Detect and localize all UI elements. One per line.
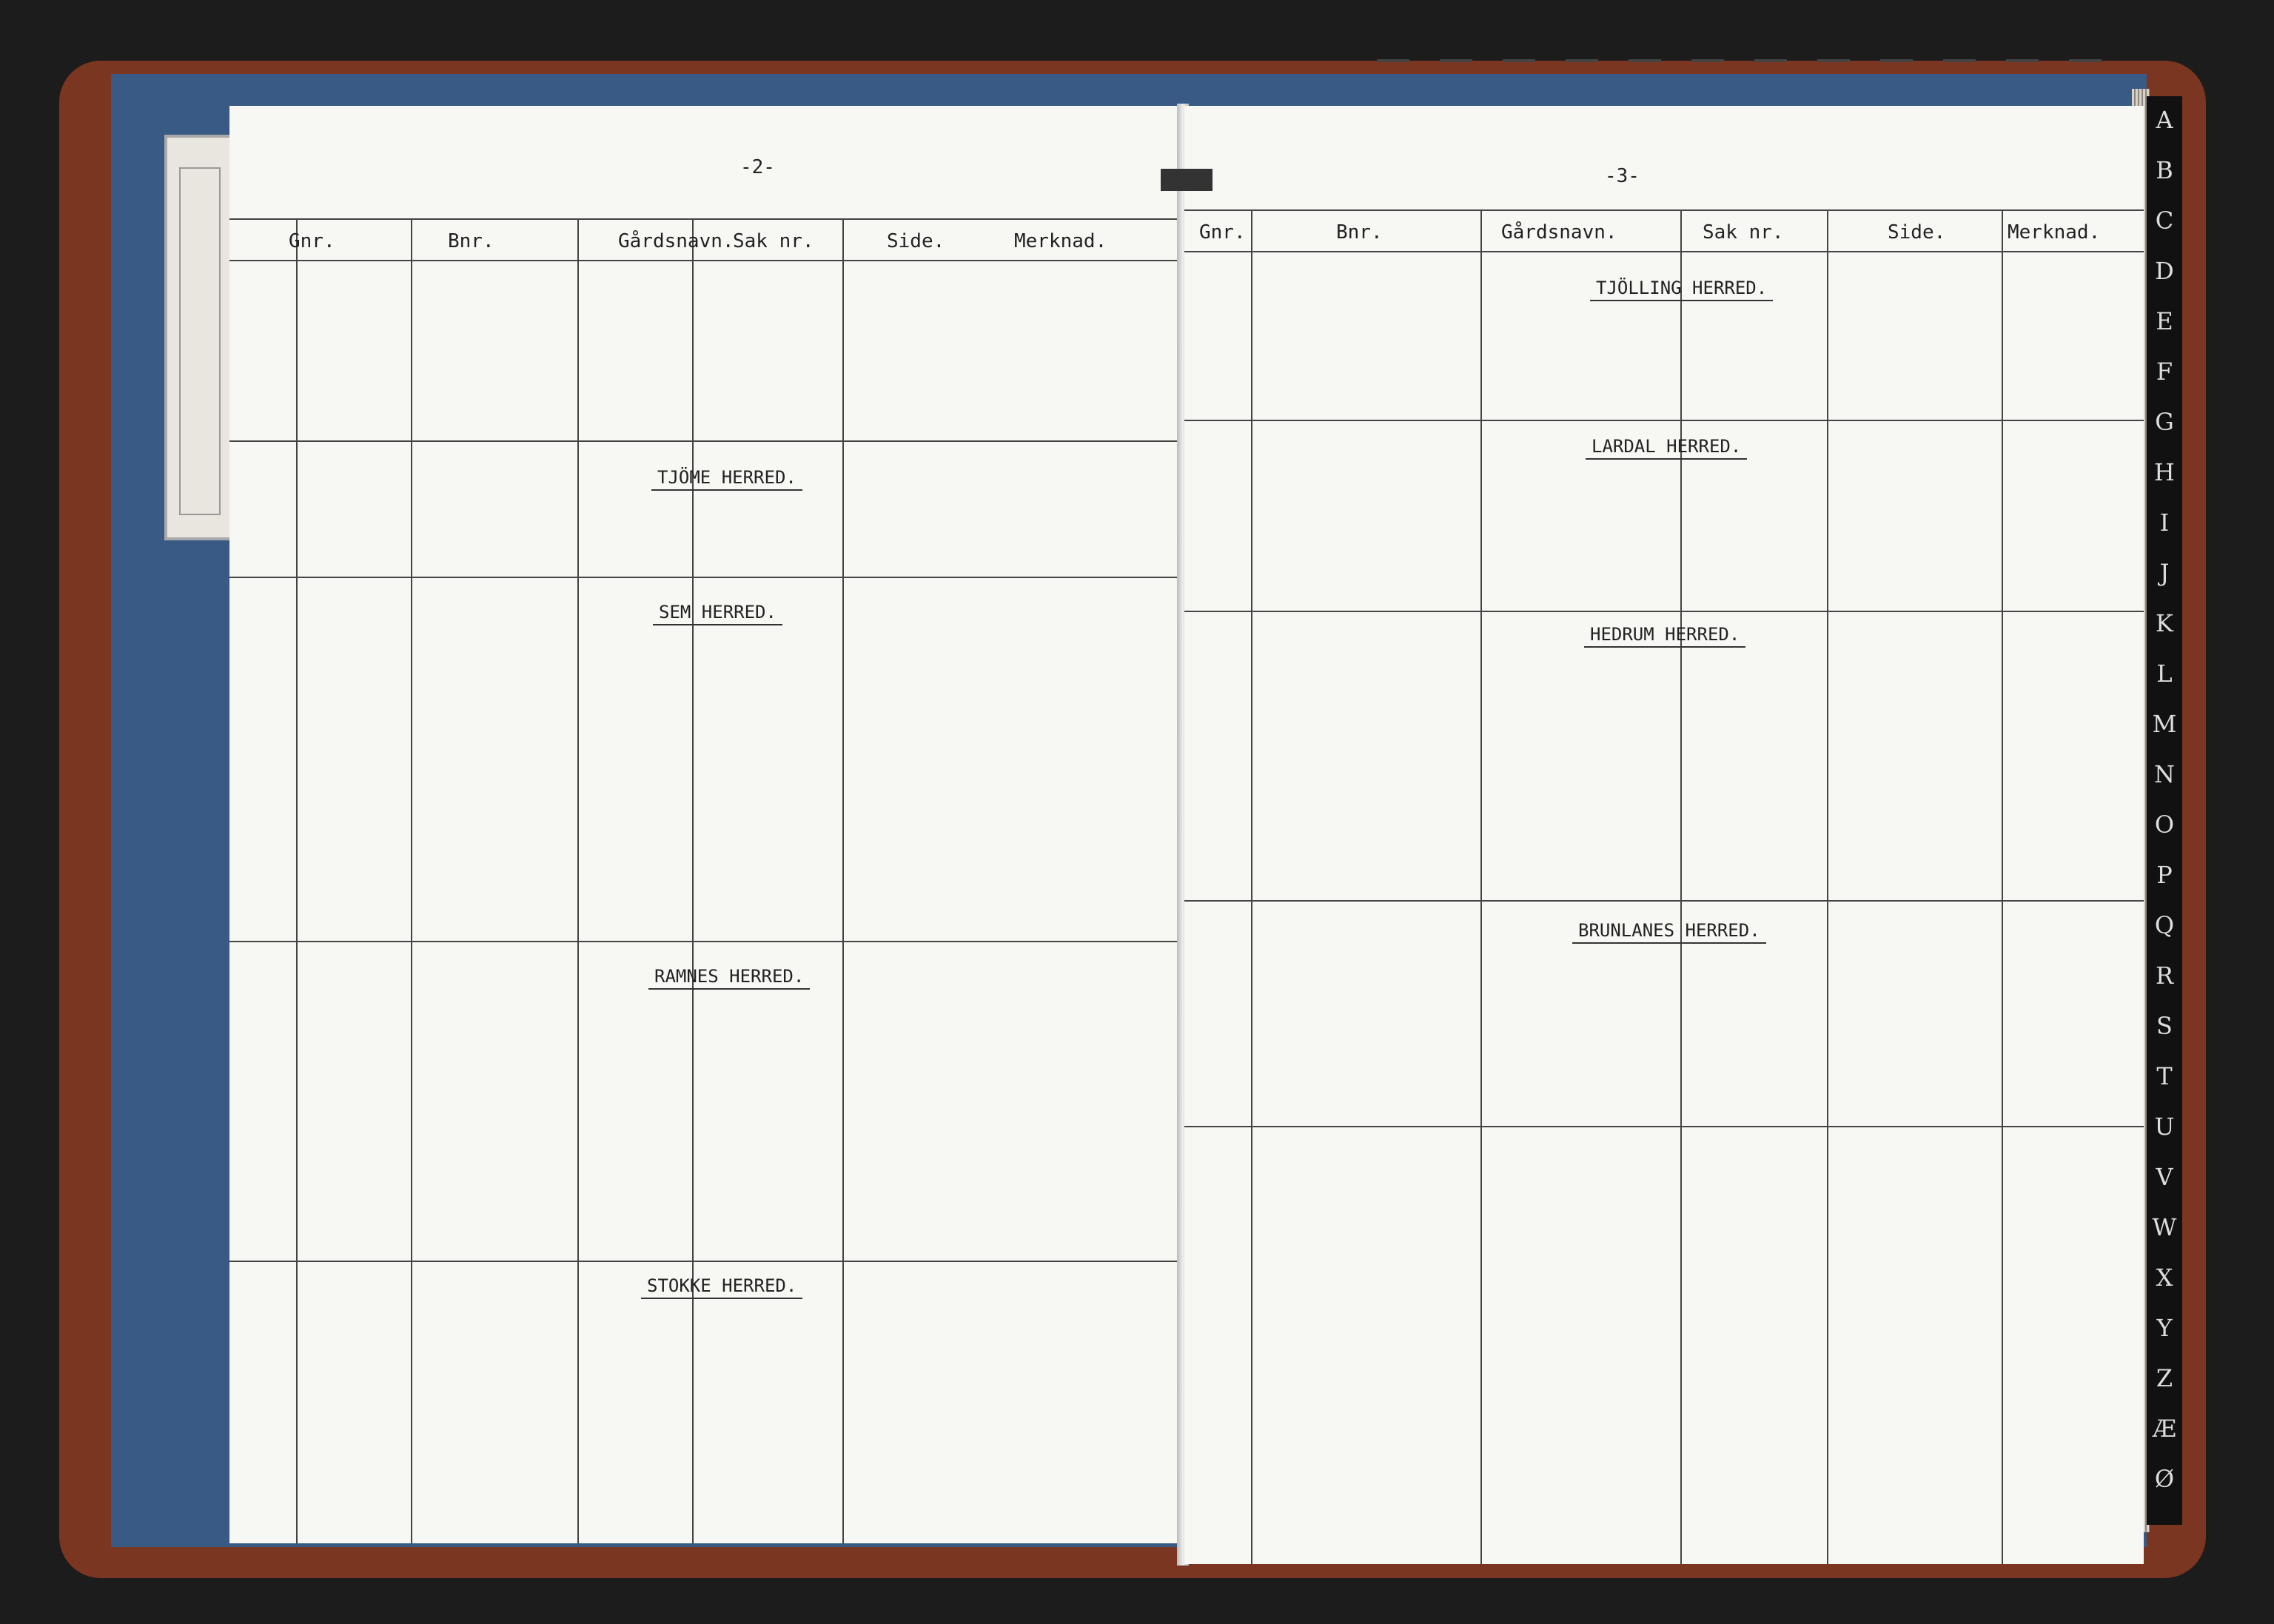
index-tab: L: [2156, 660, 2173, 688]
section-heading: HEDRUM HERRED.: [1584, 624, 1745, 648]
column-rule: [296, 218, 298, 1543]
ribbon-mark: [1161, 169, 1213, 191]
index-tab: Q: [2154, 911, 2175, 939]
column-rule: [2002, 209, 2003, 1564]
header-rule: [229, 218, 1183, 220]
section-heading: TJÖLLING HERRED.: [1590, 278, 1773, 301]
index-tab: H: [2154, 458, 2175, 486]
page-number: -2-: [740, 156, 775, 178]
page-number: -3-: [1605, 165, 1640, 187]
column-header: Bnr.: [448, 230, 494, 252]
column-header: Gnr.: [289, 230, 335, 252]
column-header: Sak nr.: [1703, 221, 1784, 244]
index-tab: B: [2156, 156, 2173, 184]
section-rule: [229, 1261, 1183, 1262]
index-tab: X: [2156, 1264, 2173, 1292]
section-heading: LARDAL HERRED.: [1586, 436, 1747, 460]
decor-dash: [1629, 59, 1661, 62]
column-header: Side.: [887, 230, 945, 252]
index-tab: A: [2156, 106, 2173, 134]
section-rule: [229, 941, 1183, 942]
index-tab: E: [2156, 307, 2173, 335]
column-rule: [1680, 209, 1682, 1564]
column-header: Merknad.: [1014, 230, 1107, 252]
index-tab: U: [2154, 1113, 2175, 1141]
column-rule: [1251, 209, 1252, 1564]
index-tab: P: [2156, 861, 2173, 889]
decor-dash: [1943, 59, 1976, 62]
index-tab: O: [2154, 811, 2175, 839]
column-rule: [692, 218, 694, 1543]
column-header: Gårdsnavn.: [618, 230, 734, 252]
index-tab: Z: [2156, 1364, 2173, 1392]
decor-dash: [1880, 59, 1913, 62]
index-tab: G: [2155, 408, 2174, 436]
index-tab: Æ: [2152, 1415, 2177, 1443]
spine-label: [164, 135, 235, 540]
index-tab: N: [2154, 760, 2175, 788]
index-tab: F: [2156, 358, 2173, 386]
decor-dash: [1754, 59, 1787, 62]
index-tab: S: [2156, 1012, 2173, 1040]
index-tab: T: [2156, 1062, 2173, 1090]
index-tab: J: [2159, 559, 2170, 587]
section-heading: BRUNLANES HERRED.: [1572, 920, 1766, 944]
index-tab: M: [2152, 710, 2177, 738]
index-tab: R: [2155, 962, 2174, 990]
section-rule: [229, 577, 1183, 578]
index-tab: D: [2155, 257, 2174, 285]
column-header: Gårdsnavn.: [1501, 221, 1617, 244]
index-tab: K: [2156, 609, 2173, 637]
decor-dash: [2069, 59, 2102, 62]
decor-dash: [1440, 59, 1472, 62]
left-page: [229, 106, 1183, 1543]
section-heading: RAMNES HERRED.: [648, 966, 810, 990]
index-tabs: [2147, 96, 2182, 1525]
header-rule: [1184, 209, 2144, 211]
index-tab: I: [2159, 509, 2170, 537]
index-tab: C: [2155, 207, 2174, 235]
section-rule: [1184, 611, 2144, 612]
column-header: Merknad.: [2008, 221, 2101, 244]
column-rule: [842, 218, 844, 1543]
section-rule: [1184, 1126, 2144, 1127]
decor-dash: [2006, 59, 2039, 62]
column-header: Side.: [1888, 221, 1946, 244]
decor-dash: [1817, 59, 1850, 62]
decor-dash: [1566, 59, 1598, 62]
header-rule: [229, 260, 1183, 261]
section-rule: [1184, 420, 2144, 421]
section-heading: SEM HERRED.: [653, 602, 782, 625]
column-header: Gnr.: [1199, 221, 1246, 244]
column-rule: [1480, 209, 1482, 1564]
decor-dash: [1691, 59, 1724, 62]
header-rule: [1184, 251, 2144, 252]
decor-dash: [1503, 59, 1535, 62]
index-tab: W: [2152, 1213, 2177, 1241]
index-tab: Ø: [2154, 1465, 2175, 1493]
index-tab: Y: [2156, 1314, 2173, 1342]
section-heading: STOKKE HERRED.: [641, 1275, 802, 1299]
section-rule: [229, 440, 1183, 442]
column-rule: [1827, 209, 1828, 1564]
column-rule: [411, 218, 412, 1543]
right-page: [1184, 106, 2144, 1564]
section-rule: [1184, 900, 2144, 902]
decor-dash: [1377, 59, 1409, 62]
column-header: Bnr.: [1336, 221, 1383, 244]
column-header: Sak nr.: [733, 230, 814, 252]
section-heading: TJÖME HERRED.: [651, 467, 802, 491]
column-rule: [577, 218, 579, 1543]
index-tab: V: [2156, 1163, 2173, 1191]
